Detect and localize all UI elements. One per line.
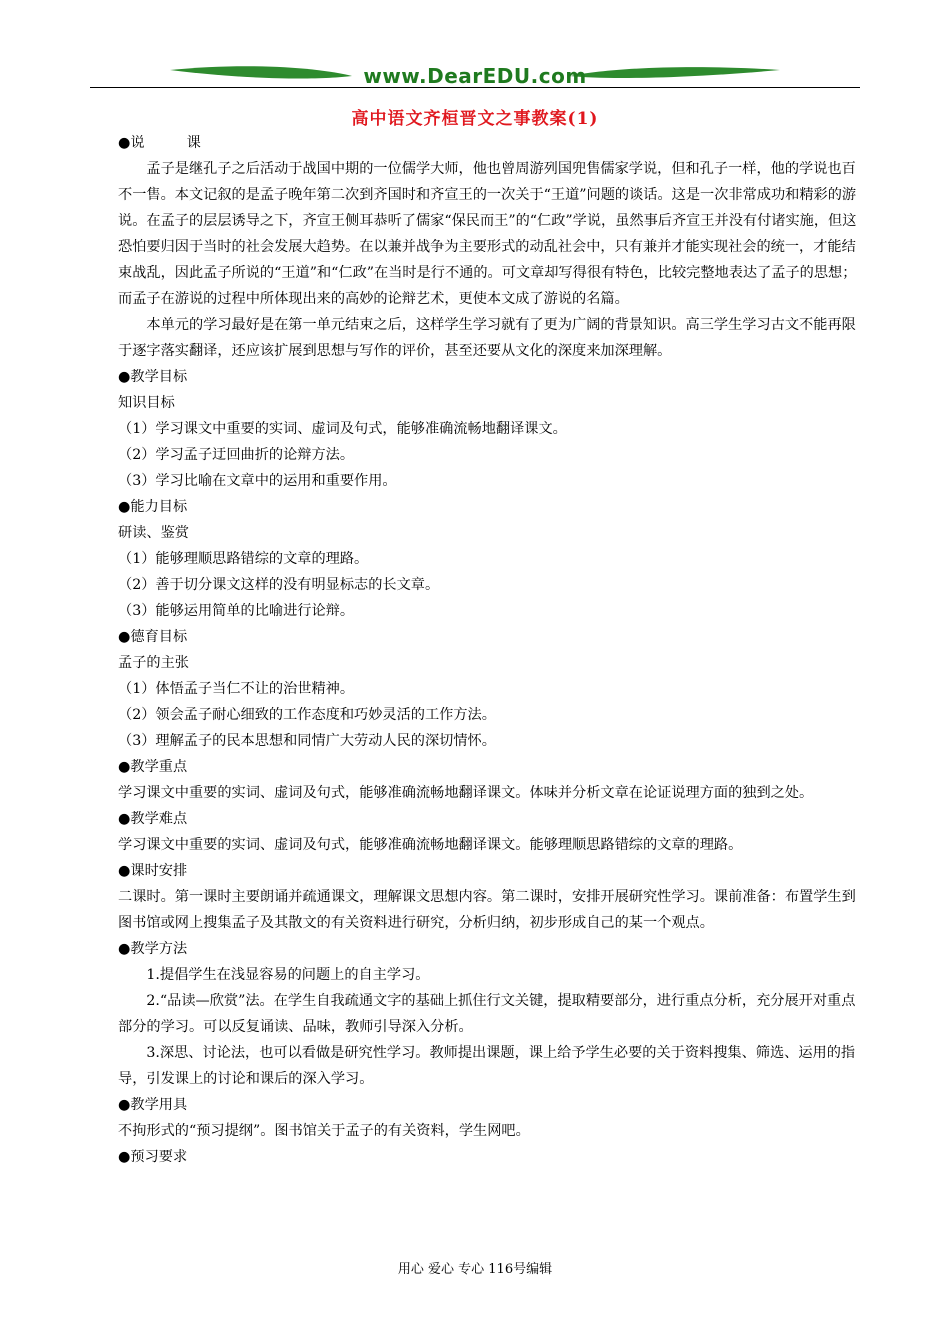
section-heading-moral: ●德育目标 xyxy=(118,629,188,645)
moral-item: （1）体悟孟子当仁不让的治世精神。 xyxy=(118,681,355,697)
moral-item: （2）领会孟子耐心细致的工作态度和巧妙灵活的工作方法。 xyxy=(118,707,496,723)
knowledge-item: （2）学习孟子迂回曲折的论辩方法。 xyxy=(118,447,355,463)
intro-paragraph-2: 本单元的学习最好是在第一单元结束之后，这样学生学习就有了更为广阔的背景知识。高三学生学习古文不能再限于逐字落实翻译，还应该扩展到思想与写作的评价，甚至还要从文化的深度来加深理解。 xyxy=(118,317,856,359)
page-footer: 用心 爱心 专心 116号编辑 xyxy=(397,1262,553,1277)
section-heading-tools: ●教学用具 xyxy=(118,1097,188,1113)
site-banner xyxy=(90,58,860,94)
header-rule xyxy=(90,87,860,88)
tools-text: 不拘形式的“预习提纲”。图书馆关于孟子的有关资料，学生网吧。 xyxy=(118,1123,530,1139)
knowledge-item: （1）学习课文中重要的实词、虚词及句式，能够准确流畅地翻译课文。 xyxy=(118,421,567,437)
section-heading-shuoke: ●说 课 xyxy=(118,135,201,151)
section-heading-goals: ●教学目标 xyxy=(118,369,188,385)
difficulties-text: 学习课文中重要的实词、虚词及句式，能够准确流畅地翻译课文。能够理顺思路错综的文章的理路。 xyxy=(118,837,743,853)
method-item: 1.提倡学生在浅显容易的问题上的自主学习。 xyxy=(146,967,430,983)
ability-item: （3）能够运用简单的比喻进行论辩。 xyxy=(118,603,355,619)
moral-label: 孟子的主张 xyxy=(118,655,189,671)
schedule-text: 二课时。第一课时主要朗诵并疏通课文，理解课文思想内容。第二课时，安排开展研究性学习。课前准备：布置学生到图书馆或网上搜集孟子及其散文的有关资料进行研究，分析归纳，初步形成自己的某一个观点。 xyxy=(118,889,856,931)
moral-item: （3）理解孟子的民本思想和同情广大劳动人民的深切情怀。 xyxy=(118,733,496,749)
knowledge-item: （3）学习比喻在文章中的运用和重要作用。 xyxy=(118,473,397,489)
page-title: 高中语文齐桓晋文之事教案(1) xyxy=(351,109,599,129)
section-heading-methods: ●教学方法 xyxy=(118,941,188,957)
ability-item: （2）善于切分课文这样的没有明显标志的长文章。 xyxy=(118,577,440,593)
brand-text: www.DearEDU.com xyxy=(363,64,587,88)
intro-paragraph-1: 孟子是继孔子之后活动于战国中期的一位儒学大师，他也曾周游列国兜售儒家学说，但和孔子一样，他的学说也百不一售。本文记叙的是孟子晚年第二次到齐国时和齐宣王的一次关于“王道”问题的谈话。这是一次非常成功和精彩的游说。在孟子的层层诱导之下，齐宣王侧耳恭听了儒家“保民而王”的“仁政”学说，虽然事后齐宣王并没有付诸实施，但这恐怕要归因于当时的社会发展大趋势。在以兼并战争为主要形式的动乱社会中，只有兼并才能实现社会的统一，才能结束战乱，因此孟子所说的“王道”和“仁政”在当时是行不通的。可文章却写得很有特色，比较完整地表达了孟子的思想；而孟子在游说的过程中所体现出来的高妙的论辩艺术，更使本文成了游说的名篇。 xyxy=(118,161,857,307)
section-heading-key-points: ●教学重点 xyxy=(118,759,188,775)
ability-item: （1）能够理顺思路错综的文章的理路。 xyxy=(118,551,369,567)
section-heading-preview: ●预习要求 xyxy=(118,1149,188,1165)
section-heading-difficulties: ●教学难点 xyxy=(118,811,188,827)
knowledge-label: 知识目标 xyxy=(118,395,175,411)
key-points-text: 学习课文中重要的实词、虚词及句式，能够准确流畅地翻译课文。体味并分析文章在论证说理方面的独到之处。 xyxy=(118,785,814,801)
method-item: 2.“品读—欣赏”法。在学生自我疏通文字的基础上抓住行文关键，提取精要部分，进行重点分析，充分展开对重点部分的学习。可以反复诵读、品味，教师引导深入分析。 xyxy=(118,993,856,1035)
method-item: 3.深思、讨论法，也可以看做是研究性学习。教师提出课题，课上给予学生必要的关于资料搜集、筛选、运用的指导，引发课上的讨论和课后的深入学习。 xyxy=(118,1045,856,1087)
section-heading-schedule: ●课时安排 xyxy=(118,863,188,879)
ability-label: 研读、鉴赏 xyxy=(118,525,189,541)
section-heading-ability: ●能力目标 xyxy=(118,499,188,515)
document-body xyxy=(118,130,862,1170)
